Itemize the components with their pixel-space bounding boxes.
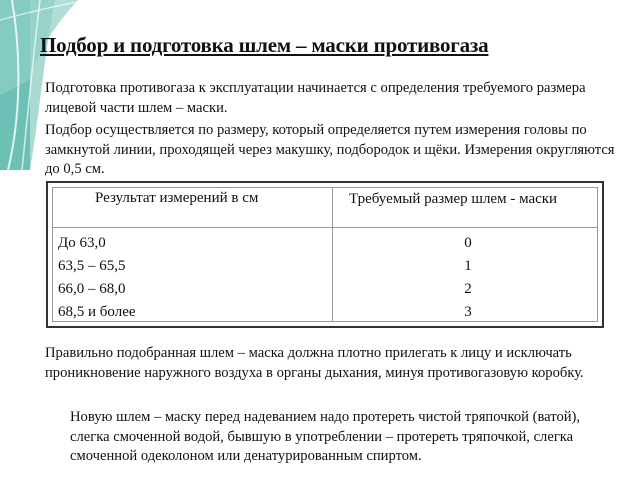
size-table-inner: [52, 187, 598, 322]
page-title: Подбор и подготовка шлем – маски противогаза: [40, 33, 489, 57]
table-cell-size: 2: [464, 281, 472, 297]
fit-paragraph: Правильно подобранная шлем – маска должна плотно прилегать к лицу и исключать проникновение наружного воздуха в органы дыхания, минуя противогазовую коробку.: [45, 345, 584, 381]
table-header-measurement: Результат измерений в см: [95, 190, 259, 206]
cleaning-paragraph: Новую шлем – маску перед надеванием надо протереть чистой тряпочкой (ватой), слегка смоченной водой, бывшую в употреблении – протереть тряпочкой, слегка смоченной одеколоном или денатурированным спиртом.: [70, 409, 581, 464]
table-cell-size: 1: [464, 258, 472, 274]
table-header-size: Требуемый размер шлем - маски: [349, 191, 558, 207]
table-cell-measurement: 68,5 и более: [58, 304, 136, 320]
intro-paragraph: Подготовка противогаза к эксплуатации начинается с определения требуемого размера лицевой части шлем – маски.: [45, 80, 586, 116]
table-cell-measurement: До 63,0: [58, 235, 106, 251]
size-table: [46, 181, 604, 328]
table-cell-measurement: 63,5 – 65,5: [58, 258, 126, 274]
size-column: [453, 232, 483, 324]
table-cell-size: 0: [464, 235, 472, 251]
table-column-divider: [332, 188, 333, 321]
measurement-column: [58, 232, 136, 324]
measurement-paragraph: Подбор осуществляется по размеру, который определяется путем измерения головы по замкнутой линии, проходящей через макушку, подбородок и щёки. Измерения округляются до 0,5 см.: [45, 122, 615, 177]
table-cell-size: 3: [464, 304, 472, 320]
table-header-divider: [53, 227, 597, 228]
table-cell-measurement: 66,0 – 68,0: [58, 281, 126, 297]
